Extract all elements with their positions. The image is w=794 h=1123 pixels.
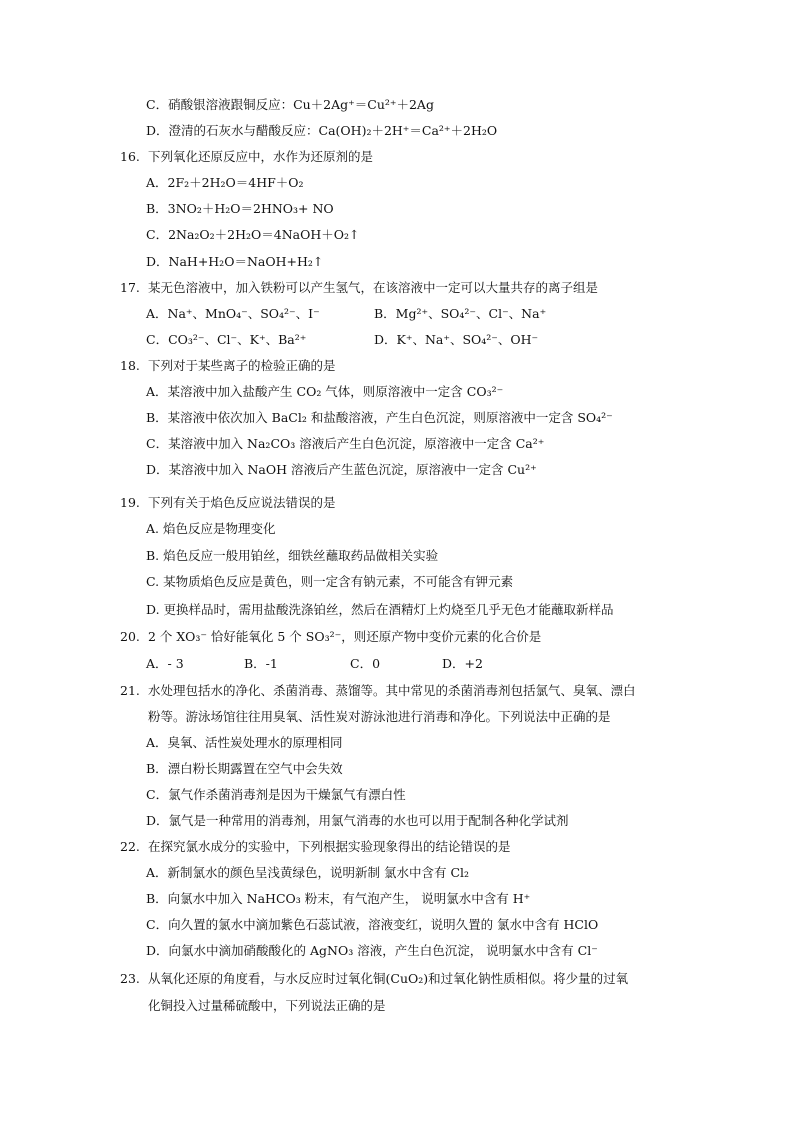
q16-option-a: A．2F₂＋2H₂O＝4HF＋O₂ [146, 175, 304, 190]
q16-number: 16. [120, 149, 140, 164]
q17-option-d: D．K⁺、Na⁺、SO₄²⁻、OH⁻ [374, 332, 539, 347]
q18-option-a: A．某溶液中加入盐酸产生 CO₂ 气体，则原溶液中一定含 CO₃²⁻ [146, 384, 504, 399]
q16-option-b: B．3NO₂＋H₂O＝2HNO₃+ NO [146, 201, 334, 216]
q20-option-b: B．-1 [244, 656, 278, 671]
q20-option-a: A．- 3 [146, 656, 184, 671]
q17-option-a: A．Na⁺、MnO₄⁻、SO₄²⁻、I⁻ [146, 306, 320, 321]
q19-option-c: C. 某物质焰色反应是黄色，则一定含有钠元素，不可能含有钾元素 [146, 574, 514, 589]
q23-number: 23. [120, 971, 140, 986]
prev-option-d: D．澄清的石灰水与醋酸反应：Ca(OH)₂＋2H⁺＝Ca²⁺＋2H₂O [146, 123, 498, 138]
q19-option-d: D. 更换样品时，需用盐酸洗涤铂丝，然后在酒精灯上灼烧至几乎无色才能蘸取新样品 [146, 602, 614, 617]
q16-option-c: C．2Na₂O₂＋2H₂O＝4NaOH＋O₂↑ [146, 227, 360, 242]
q18-option-c: C．某溶液中加入 Na₂CO₃ 溶液后产生白色沉淀，原溶液中一定含 Ca²⁺ [146, 436, 545, 451]
prev-option-c: C．硝酸银溶液跟铜反应：Cu＋2Ag⁺＝Cu²⁺＋2Ag [146, 97, 434, 112]
q19-option-a: A. 焰色反应是物理变化 [146, 521, 276, 536]
q22-option-a: A．新制氯水的颜色呈浅黄绿色，说明新制 氯水中含有 Cl₂ [146, 865, 470, 880]
q16-option-d: D．NaH+H₂O＝NaOH+H₂↑ [146, 254, 324, 269]
q21-stem-line1: 水处理包括水的净化、杀菌消毒、蒸馏等。其中常见的杀菌消毒剂包括氯气、臭氧、漂白 [148, 683, 636, 698]
q19-number: 19. [120, 495, 140, 510]
q21-number: 21. [120, 683, 140, 698]
q18-stem: 下列对于某些离子的检验正确的是 [148, 358, 336, 373]
q22-number: 22. [120, 839, 140, 854]
q21-stem-line2: 粉等。游泳场馆往往用臭氧、活性炭对游泳池进行消毒和净化。下列说法中正确的是 [148, 709, 611, 724]
q19-option-b: B. 焰色反应一般用铂丝，细铁丝蘸取药品做相关实验 [146, 548, 439, 563]
q16-stem: 下列氧化还原反应中，水作为还原剂的是 [148, 149, 374, 164]
q20-number: 20. [120, 629, 140, 644]
q17-number: 17. [120, 280, 140, 295]
q19-stem: 下列有关于焰色反应说法错误的是 [148, 495, 336, 510]
q20-stem: 2 个 XO₃⁻ 恰好能氧化 5 个 SO₃²⁻，则还原产物中变价元素的化合价是 [148, 629, 542, 644]
q22-option-c: C．向久置的氯水中滴加紫色石蕊试液，溶液变红，说明久置的 氯水中含有 HClO [146, 917, 599, 932]
q22-option-d: D．向氯水中滴加硝酸酸化的 AgNO₃ 溶液，产生白色沉淀， 说明氯水中含有 Cl⁻ [146, 943, 598, 958]
q22-option-b: B．向氯水中加入 NaHCO₃ 粉末，有气泡产生， 说明氯水中含有 H⁺ [146, 891, 531, 906]
q20-option-c: C．0 [350, 656, 381, 671]
q21-option-c: C．氯气作杀菌消毒剂是因为干燥氯气有漂白性 [146, 787, 406, 802]
q21-option-a: A．臭氧、活性炭处理水的原理相同 [146, 735, 343, 750]
q18-number: 18. [120, 358, 140, 373]
q23-stem-line1: 从氧化还原的角度看，与水反应时过氧化铜(CuO₂)和过氧化钠性质相似。将少量的过氧 [148, 971, 629, 986]
q22-stem: 在探究氯水成分的实验中，下列根据实验现象得出的结论错误的是 [148, 839, 511, 854]
q21-option-d: D．氯气是一种常用的消毒剂，用氯气消毒的水也可以用于配制各种化学试剂 [146, 813, 569, 828]
q17-stem: 某无色溶液中，加入铁粉可以产生氢气，在该溶液中一定可以大量共存的离子组是 [148, 280, 599, 295]
q17-option-b: B．Mg²⁺、SO₄²⁻、Cl⁻、Na⁺ [374, 306, 547, 321]
q18-option-d: D．某溶液中加入 NaOH 溶液后产生蓝色沉淀，原溶液中一定含 Cu²⁺ [146, 462, 537, 477]
q20-option-d: D．+2 [442, 656, 483, 671]
q17-option-c: C．CO₃²⁻、Cl⁻、K⁺、Ba²⁺ [146, 332, 307, 347]
q21-option-b: B．漂白粉长期露置在空气中会失效 [146, 761, 343, 776]
q23-stem-line2: 化铜投入过量稀硫酸中，下列说法正确的是 [148, 998, 386, 1013]
q18-option-b: B．某溶液中依次加入 BaCl₂ 和盐酸溶液，产生白色沉淀，则原溶液中一定含 SO₄²⁻ [146, 410, 613, 425]
